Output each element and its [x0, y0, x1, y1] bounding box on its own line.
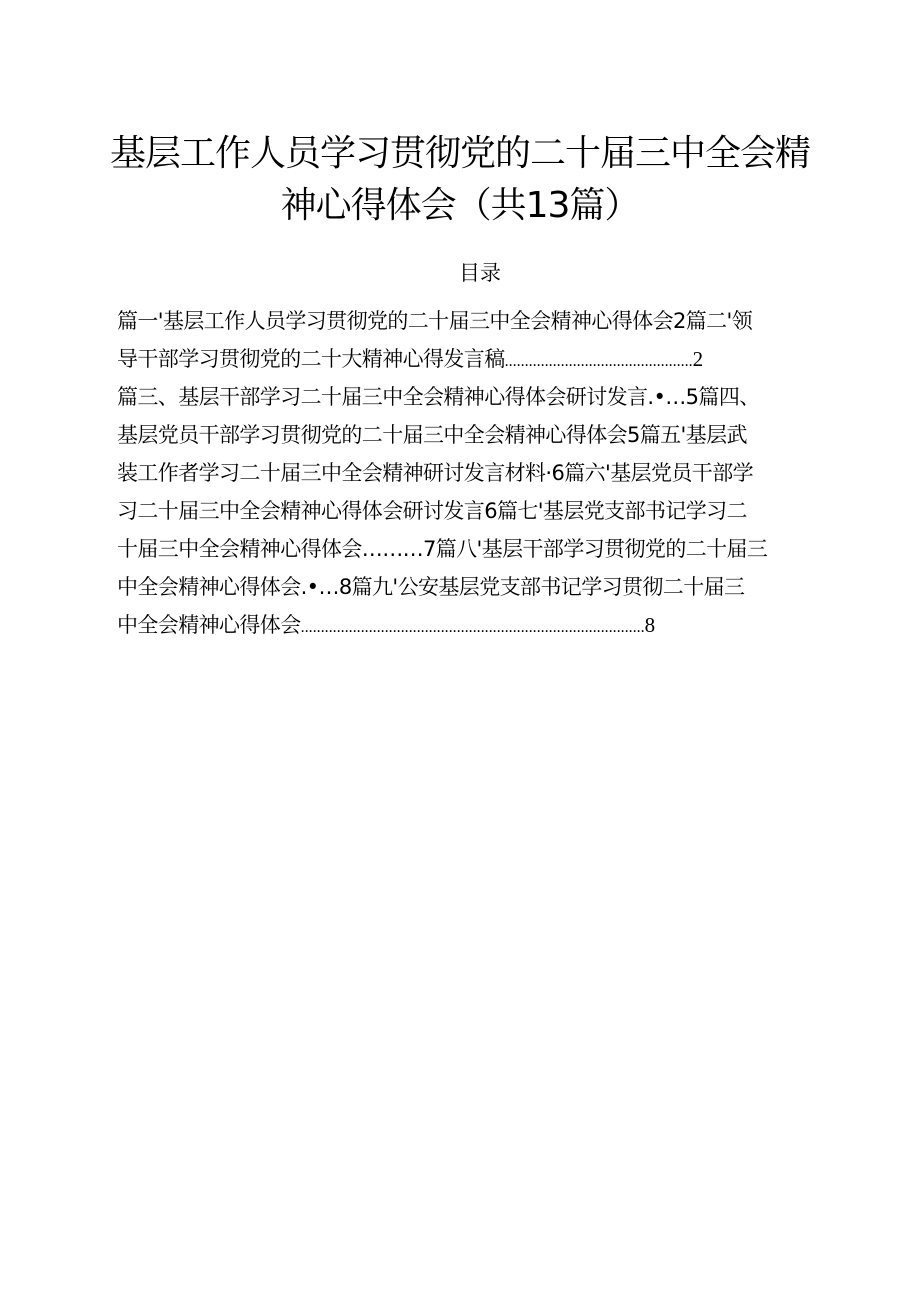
table-of-contents: [117, 302, 837, 644]
toc-line: 基层党员干部学习贯彻党的二十届三中全会精神心得体会5篇五'基层武: [117, 423, 747, 447]
toc-leader-dots: ...............................................: [504, 353, 693, 370]
document-title-line-2: 神心得体会（共13篇）: [280, 185, 640, 226]
toc-line: 装工作者学习二十届三中全会精神研讨发言材料·6篇六'基层党员干部学: [117, 461, 754, 485]
document-title-line-1: 基层工作人员学习贯彻党的二十届三中全会精: [110, 133, 811, 174]
toc-line: 中全会精神心得体会.•…8篇九'公安基层党支部书记学习贯彻二十届三: [117, 575, 745, 599]
toc-line: 导干部学习贯彻党的二十大精神心得发言稿...............................................2: [117, 347, 703, 371]
toc-line: 篇三、基层干部学习二十届三中全会精神心得体会研讨发言.•…5篇四、: [117, 385, 760, 409]
toc-line: 篇一'基层工作人员学习贯彻党的二十届三中全会精神心得体会2篇二'领: [117, 309, 753, 333]
toc-heading: 目录: [459, 261, 501, 285]
document-title: [110, 128, 810, 232]
toc-line: 习二十届三中全会精神心得体会研讨发言6篇七'基层党支部书记学习二: [117, 499, 747, 523]
toc-line: 十届三中全会精神心得体会………7篇八'基层干部学习贯彻党的二十届三: [117, 537, 768, 561]
toc-page-number: 2: [692, 347, 703, 371]
toc-leader-dots: ......................................................................................: [300, 619, 645, 636]
toc-page-number: 8: [644, 613, 655, 637]
toc-line: 中全会精神心得体会......................................................................................8: [117, 613, 655, 637]
